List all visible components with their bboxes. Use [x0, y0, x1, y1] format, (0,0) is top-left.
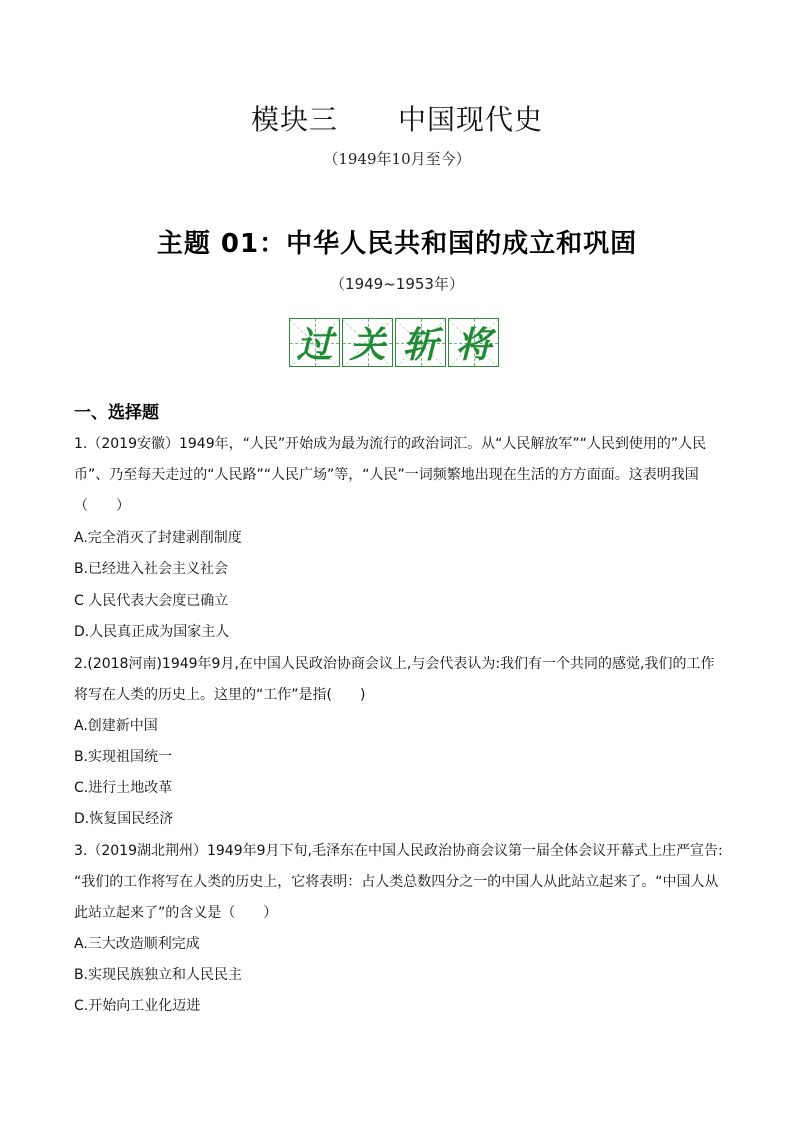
question-3-option-a: A.三大改造顺利完成	[74, 936, 200, 952]
question-3-line-1: 3.（2019湖北荆州）1949年9月下旬,毛泽东在中国人民政治协商会议第一届全体会议开幕式上庄严宣告:	[74, 843, 723, 859]
banner-char: 关	[349, 324, 386, 366]
question-2-option-d: D.恢复国民经济	[74, 811, 174, 827]
topic-period: （1949~1953年）	[330, 275, 464, 293]
module-label: 模块三	[250, 103, 338, 136]
question-1-line-3: （ ）	[74, 498, 130, 514]
module-name: 中国现代史	[398, 103, 544, 136]
banner-guoguan-zhanjiang	[289, 318, 503, 372]
banner-char: 斩	[402, 324, 439, 366]
question-2-line-2: 将写在人类的历史上。这里的“工作”是指( )	[74, 687, 366, 703]
question-2-option-c: C.进行土地改革	[74, 780, 173, 796]
question-3-option-c: C.开始向工业化迈进	[74, 998, 201, 1014]
banner-char: 将	[455, 324, 492, 366]
question-1-line-2: 币”、乃至每天走过的“人民路”“人民广场”等，“人民”一词频繁地出现在生活的方方面面。这表明我国	[74, 467, 699, 483]
module-period: （1949年10月至今）	[323, 150, 471, 168]
question-2-option-b: B.实现祖国统一	[74, 749, 173, 765]
question-1-option-c: C 人民代表大会度已确立	[74, 593, 229, 609]
section-heading: 一、选择题	[74, 403, 159, 423]
question-3-line-3: 此站立起来了”的含义是（ ）	[74, 905, 278, 921]
question-1-line-1: 1.（2019安徽）1949年，“人民”开始成为最为流行的政治词汇。从“人民解放军”“人民到使用的”人民	[74, 436, 707, 452]
question-1-option-d: D.人民真正成为国家主人	[74, 624, 230, 640]
question-1-option-a: A.完全消灭了封建剥削制度	[74, 530, 242, 546]
question-3-line-2: “我们的工作将写在人类的历史上，它将表明：占人类总数四分之一的中国人从此站立起来了。“中国人从	[74, 874, 719, 890]
banner-box-1	[289, 318, 340, 367]
question-1-option-b: B.已经进入社会主义社会	[74, 561, 229, 577]
module-title	[0, 98, 794, 138]
banner-box-2	[342, 318, 393, 367]
topic-title: 主题 01：中华人民共和国的成立和巩固	[156, 229, 638, 259]
banner-box-4	[448, 318, 499, 367]
question-2-option-a: A.创建新中国	[74, 718, 158, 734]
question-3-option-b: B.实现民族独立和人民民主	[74, 967, 243, 983]
banner-box-3	[395, 318, 446, 367]
question-2-line-1: 2.(2018河南)1949年9月,在中国人民政治协商会议上,与会代表认为:我们有一个共同的感觉,我们的工作	[74, 656, 715, 672]
banner-char: 过	[296, 324, 333, 366]
